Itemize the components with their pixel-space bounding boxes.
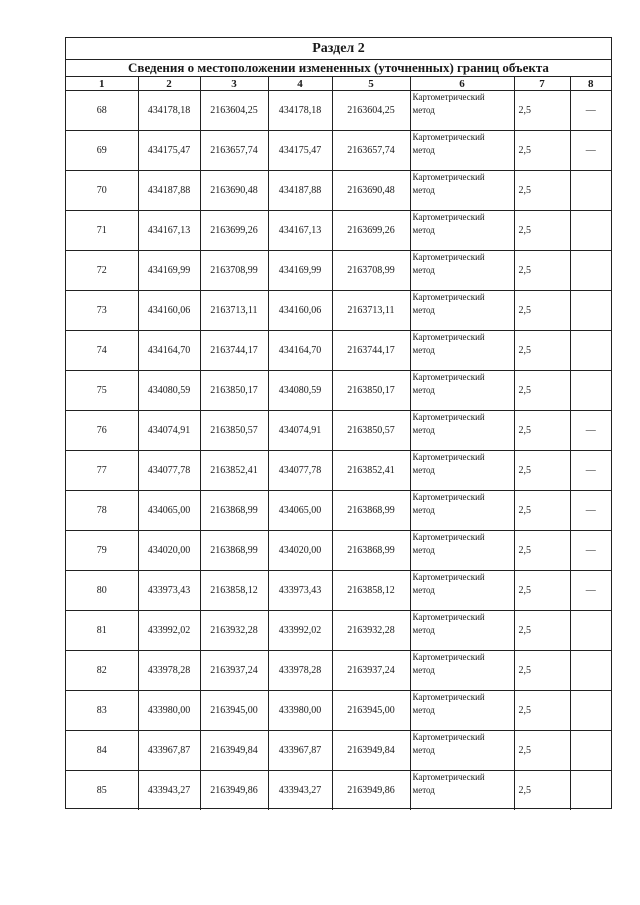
table-row bbox=[66, 731, 611, 771]
y-old-cell: 2163657,74 bbox=[200, 131, 268, 171]
method-line-2: метод bbox=[412, 585, 435, 595]
method-line-2: метод bbox=[412, 705, 435, 715]
accuracy-cell: 2,5 bbox=[514, 691, 570, 731]
method-line-1: Картометрический bbox=[412, 572, 485, 582]
y-new-cell: 2163850,57 bbox=[332, 411, 410, 451]
x-new-cell: 433992,02 bbox=[268, 611, 332, 651]
description-cell bbox=[570, 331, 611, 371]
y-new-cell: 2163690,48 bbox=[332, 171, 410, 211]
x-old-cell: 434065,00 bbox=[138, 491, 200, 531]
accuracy-cell: 2,5 bbox=[514, 731, 570, 771]
description-cell bbox=[570, 731, 611, 771]
accuracy-cell: 2,5 bbox=[514, 91, 570, 131]
section-title: Раздел 2 bbox=[66, 38, 611, 60]
point-number: 70 bbox=[66, 171, 138, 211]
point-number: 82 bbox=[66, 651, 138, 691]
column-header-6: 6 bbox=[410, 77, 514, 91]
y-old-cell: 2163690,48 bbox=[200, 171, 268, 211]
y-new-cell: 2163949,86 bbox=[332, 771, 410, 811]
description-cell bbox=[570, 251, 611, 291]
column-header-1: 1 bbox=[66, 77, 138, 91]
method-line-1: Картометрический bbox=[412, 92, 485, 102]
method-line-1: Картометрический bbox=[412, 292, 485, 302]
accuracy-cell: 2,5 bbox=[514, 651, 570, 691]
method-line-2: метод bbox=[412, 385, 435, 395]
method-line-1: Картометрический bbox=[412, 412, 485, 422]
method-cell bbox=[410, 171, 514, 211]
x-new-cell: 433943,27 bbox=[268, 771, 332, 811]
method-line-2: метод bbox=[412, 625, 435, 635]
x-new-cell: 434164,70 bbox=[268, 331, 332, 371]
method-line-2: метод bbox=[412, 345, 435, 355]
method-line-1: Картометрический bbox=[412, 172, 485, 182]
method-line-2: метод bbox=[412, 545, 435, 555]
x-new-cell: 433978,28 bbox=[268, 651, 332, 691]
y-new-cell: 2163949,84 bbox=[332, 731, 410, 771]
method-line-1: Картометрический bbox=[412, 492, 485, 502]
method-line-2: метод bbox=[412, 305, 435, 315]
accuracy-cell: 2,5 bbox=[514, 771, 570, 811]
method-cell bbox=[410, 251, 514, 291]
method-line-1: Картометрический bbox=[412, 452, 485, 462]
table-row bbox=[66, 131, 611, 171]
method-line-1: Картометрический bbox=[412, 212, 485, 222]
method-line-2: метод bbox=[412, 185, 435, 195]
point-number: 78 bbox=[66, 491, 138, 531]
description-cell bbox=[570, 771, 611, 811]
x-new-cell: 433980,00 bbox=[268, 691, 332, 731]
column-header-2: 2 bbox=[138, 77, 200, 91]
x-old-cell: 434187,88 bbox=[138, 171, 200, 211]
x-new-cell: 434065,00 bbox=[268, 491, 332, 531]
y-new-cell: 2163713,11 bbox=[332, 291, 410, 331]
method-cell bbox=[410, 211, 514, 251]
x-old-cell: 434074,91 bbox=[138, 411, 200, 451]
method-line-1: Картометрический bbox=[412, 692, 485, 702]
method-cell bbox=[410, 531, 514, 571]
y-old-cell: 2163868,99 bbox=[200, 491, 268, 531]
method-line-1: Картометрический bbox=[412, 772, 485, 782]
point-number: 85 bbox=[96, 785, 107, 796]
y-new-cell: 2163657,74 bbox=[332, 131, 410, 171]
x-new-cell: 433973,43 bbox=[268, 571, 332, 611]
accuracy-cell: 2,5 bbox=[514, 531, 570, 571]
y-old-cell: 2163858,12 bbox=[200, 571, 268, 611]
document-page bbox=[65, 37, 612, 809]
y-new-cell: 2163699,26 bbox=[332, 211, 410, 251]
accuracy-cell: 2,5 bbox=[514, 411, 570, 451]
y-old-cell: 2163937,24 bbox=[200, 651, 268, 691]
y-old-cell: 2163699,26 bbox=[200, 211, 268, 251]
table-row bbox=[66, 451, 611, 491]
description-cell bbox=[570, 691, 611, 731]
x-old-cell: 434164,70 bbox=[138, 331, 200, 371]
method-line-1: Картометрический bbox=[412, 532, 485, 542]
method-cell bbox=[410, 411, 514, 451]
x-new-cell: 434178,18 bbox=[268, 91, 332, 131]
x-old-cell: 433992,02 bbox=[138, 611, 200, 651]
y-old-cell: 2163852,41 bbox=[200, 451, 268, 491]
x-new-cell: 434169,99 bbox=[268, 251, 332, 291]
column-header-5: 5 bbox=[332, 77, 410, 91]
method-line-2: метод bbox=[412, 745, 435, 755]
table-row bbox=[66, 291, 611, 331]
method-cell bbox=[410, 691, 514, 731]
x-old-cell: 433973,43 bbox=[138, 571, 200, 611]
x-new-cell: 434187,88 bbox=[268, 171, 332, 211]
column-number-row bbox=[66, 77, 611, 91]
y-old-cell: 2163744,17 bbox=[200, 331, 268, 371]
method-line-1: Картометрический bbox=[412, 252, 485, 262]
x-new-cell: 434074,91 bbox=[268, 411, 332, 451]
method-line-2: метод bbox=[412, 785, 435, 795]
method-cell bbox=[410, 651, 514, 691]
point-number: 83 bbox=[66, 691, 138, 731]
y-old-cell: 2163932,28 bbox=[200, 611, 268, 651]
column-header-7: 7 bbox=[514, 77, 570, 91]
point-number: 72 bbox=[66, 251, 138, 291]
y-new-cell: 2163858,12 bbox=[332, 571, 410, 611]
point-number: 75 bbox=[66, 371, 138, 411]
accuracy-cell: 2,5 bbox=[514, 211, 570, 251]
table-subtitle: Сведения о местоположении измененных (уточненных) границ объекта bbox=[66, 60, 611, 77]
method-cell bbox=[410, 91, 514, 131]
x-old-cell: 433980,00 bbox=[138, 691, 200, 731]
description-cell: — bbox=[570, 131, 611, 171]
description-cell bbox=[570, 291, 611, 331]
method-cell bbox=[410, 131, 514, 171]
table-row bbox=[66, 171, 611, 211]
description-cell: — bbox=[570, 491, 611, 531]
x-new-cell: 434160,06 bbox=[268, 291, 332, 331]
method-cell bbox=[410, 331, 514, 371]
x-new-cell: 434077,78 bbox=[268, 451, 332, 491]
y-new-cell: 2163708,99 bbox=[332, 251, 410, 291]
table-row bbox=[66, 91, 611, 131]
accuracy-cell: 2,5 bbox=[514, 371, 570, 411]
point-number: 71 bbox=[66, 211, 138, 251]
point-number: 81 bbox=[66, 611, 138, 651]
table-row bbox=[66, 651, 611, 691]
y-new-cell: 2163945,00 bbox=[332, 691, 410, 731]
x-old-cell: 433967,87 bbox=[138, 731, 200, 771]
point-number: 76 bbox=[66, 411, 138, 451]
accuracy-cell: 2,5 bbox=[514, 571, 570, 611]
point-number: 73 bbox=[66, 291, 138, 331]
x-new-cell: 434167,13 bbox=[268, 211, 332, 251]
method-cell bbox=[410, 371, 514, 411]
y-old-cell: 2163945,00 bbox=[200, 691, 268, 731]
y-old-cell: 2163949,86 bbox=[200, 771, 268, 811]
column-header-4: 4 bbox=[268, 77, 332, 91]
point-number: 69 bbox=[66, 131, 138, 171]
x-old-cell: 434175,47 bbox=[138, 131, 200, 171]
method-line-2: метод bbox=[412, 505, 435, 515]
method-cell bbox=[410, 291, 514, 331]
method-line-1: Картометрический bbox=[412, 732, 485, 742]
column-header-3: 3 bbox=[200, 77, 268, 91]
table-row bbox=[66, 571, 611, 611]
x-new-cell: 434080,59 bbox=[268, 371, 332, 411]
method-cell bbox=[410, 611, 514, 651]
x-old-cell: 434160,06 bbox=[138, 291, 200, 331]
method-line-1: Картометрический bbox=[412, 652, 485, 662]
x-old-cell: 433978,28 bbox=[138, 651, 200, 691]
y-new-cell: 2163604,25 bbox=[332, 91, 410, 131]
description-cell: — bbox=[570, 571, 611, 611]
table-row bbox=[66, 211, 611, 251]
method-line-1: Картометрический bbox=[412, 332, 485, 342]
accuracy-cell: 2,5 bbox=[514, 251, 570, 291]
x-new-cell: 434175,47 bbox=[268, 131, 332, 171]
accuracy-cell: 2,5 bbox=[514, 451, 570, 491]
point-number: 74 bbox=[66, 331, 138, 371]
description-cell: — bbox=[570, 531, 611, 571]
method-line-2: метод bbox=[412, 665, 435, 675]
y-new-cell: 2163850,17 bbox=[332, 371, 410, 411]
description-cell bbox=[570, 371, 611, 411]
method-line-1: Картометрический bbox=[412, 132, 485, 142]
table-row bbox=[66, 691, 611, 731]
method-line-1: Картометрический bbox=[412, 612, 485, 622]
method-line-1: Картометрический bbox=[412, 372, 485, 382]
x-old-cell: 433943,27 bbox=[138, 771, 200, 811]
description-cell bbox=[570, 611, 611, 651]
table-row bbox=[66, 531, 611, 571]
point-number: 80 bbox=[66, 571, 138, 611]
column-header-8: 8 bbox=[570, 77, 611, 91]
x-old-cell: 434169,99 bbox=[138, 251, 200, 291]
table-body bbox=[66, 91, 611, 811]
y-new-cell: 2163937,24 bbox=[332, 651, 410, 691]
method-line-2: метод bbox=[412, 465, 435, 475]
description-cell bbox=[570, 211, 611, 251]
y-old-cell: 2163949,84 bbox=[200, 731, 268, 771]
accuracy-cell: 2,5 bbox=[514, 131, 570, 171]
description-cell: — bbox=[570, 91, 611, 131]
description-cell: — bbox=[570, 451, 611, 491]
x-old-cell: 434178,18 bbox=[138, 91, 200, 131]
y-old-cell: 2163713,11 bbox=[200, 291, 268, 331]
description-cell bbox=[570, 171, 611, 211]
x-new-cell: 434020,00 bbox=[268, 531, 332, 571]
table-row bbox=[66, 491, 611, 531]
method-cell bbox=[410, 731, 514, 771]
method-line-2: метод bbox=[412, 225, 435, 235]
accuracy-cell: 2,5 bbox=[514, 171, 570, 211]
point-number: 68 bbox=[66, 91, 138, 131]
accuracy-cell: 2,5 bbox=[514, 331, 570, 371]
method-line-2: метод bbox=[412, 105, 435, 115]
method-cell bbox=[410, 571, 514, 611]
x-old-cell: 434020,00 bbox=[138, 531, 200, 571]
y-new-cell: 2163868,99 bbox=[332, 491, 410, 531]
accuracy-cell: 2,5 bbox=[514, 611, 570, 651]
y-old-cell: 2163708,99 bbox=[200, 251, 268, 291]
method-cell bbox=[410, 771, 514, 811]
accuracy-cell: 2,5 bbox=[514, 491, 570, 531]
method-cell bbox=[410, 451, 514, 491]
method-cell bbox=[410, 491, 514, 531]
table-row bbox=[66, 411, 611, 451]
description-cell bbox=[570, 651, 611, 691]
table-row bbox=[66, 371, 611, 411]
y-new-cell: 2163852,41 bbox=[332, 451, 410, 491]
table-row bbox=[66, 771, 611, 811]
method-line-2: метод bbox=[412, 145, 435, 155]
y-new-cell: 2163744,17 bbox=[332, 331, 410, 371]
table-row bbox=[66, 251, 611, 291]
accuracy-cell: 2,5 bbox=[514, 291, 570, 331]
x-old-cell: 434167,13 bbox=[138, 211, 200, 251]
y-old-cell: 2163850,17 bbox=[200, 371, 268, 411]
table-row bbox=[66, 331, 611, 371]
table-row bbox=[66, 611, 611, 651]
point-number: 84 bbox=[66, 731, 138, 771]
point-number: 77 bbox=[66, 451, 138, 491]
y-old-cell: 2163868,99 bbox=[200, 531, 268, 571]
x-old-cell: 434080,59 bbox=[138, 371, 200, 411]
x-new-cell: 433967,87 bbox=[268, 731, 332, 771]
y-new-cell: 2163932,28 bbox=[332, 611, 410, 651]
y-old-cell: 2163604,25 bbox=[200, 91, 268, 131]
description-cell: — bbox=[570, 411, 611, 451]
y-old-cell: 2163850,57 bbox=[200, 411, 268, 451]
method-line-2: метод bbox=[412, 265, 435, 275]
point-number: 79 bbox=[66, 531, 138, 571]
coordinates-table bbox=[66, 77, 611, 810]
method-line-2: метод bbox=[412, 425, 435, 435]
y-new-cell: 2163868,99 bbox=[332, 531, 410, 571]
x-old-cell: 434077,78 bbox=[138, 451, 200, 491]
